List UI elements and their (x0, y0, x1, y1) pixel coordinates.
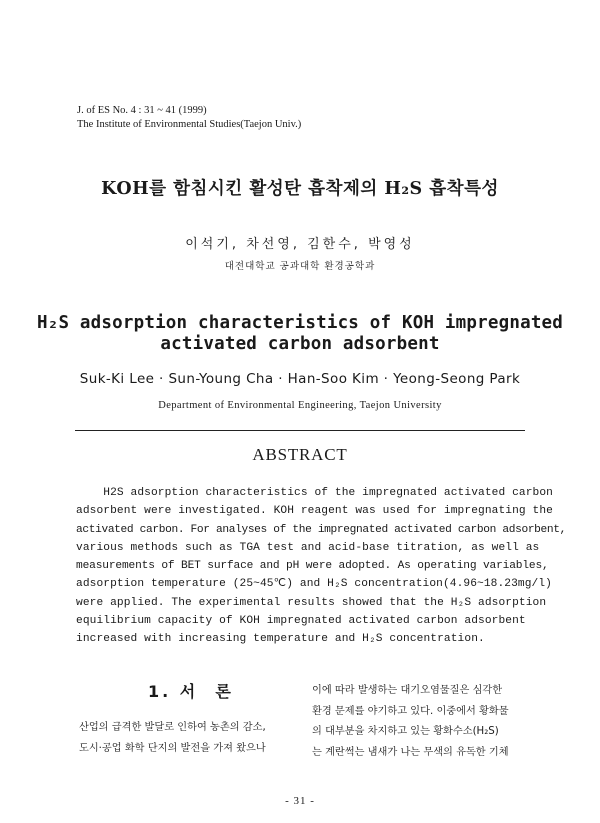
abstract-line: equilibrium capacity of KOH impregnated activated carbon adsorbent (76, 615, 526, 628)
introduction-heading: 1. 서 론 (148, 682, 234, 701)
abstract-line: adsorbent were investigated. KOH reagent was used for impregnating the (76, 505, 553, 518)
page-number: - 31 - (285, 795, 315, 807)
body-line: 이에 따라 발생하는 대기오염물질은 심각한 (312, 685, 503, 696)
korean-affiliation: 대전대학교 공과대학 환경공학과 (224, 261, 376, 272)
english-authors: Suk-Ki Lee · Sun-Young Cha · Han-Soo Kim · Yeong-Seong Park (79, 371, 521, 387)
body-line: 는 계란썩는 냄새가 나는 무색의 유독한 기체 (312, 746, 509, 758)
abstract-line: adsorption temperature (25~45℃) and H₂S concentration(4.96~18.23mg/l) (76, 578, 552, 591)
body-line: 산업의 급격한 발달로 인하여 농촌의 감소, (79, 722, 266, 733)
english-title-line-1: H₂S adsorption characteristics of KOH impregnated (36, 313, 564, 333)
english-affiliation: Department of Environmental Engineering, Taejon University (158, 400, 442, 411)
introduction-left-column (79, 718, 293, 759)
body-line: 의 대부분을 차지하고 있는 황화수소(H₂S) (312, 726, 499, 737)
abstract-line: increased with increasing temperature and H₂S concentration. (76, 633, 485, 646)
section-divider (75, 430, 525, 431)
introduction-right-column (312, 681, 528, 763)
abstract-heading: ABSTRACT (252, 445, 348, 464)
journal-citation (77, 104, 301, 132)
abstract-line: various methods such as TGA test and acid-base titration, as well as (76, 541, 540, 554)
abstract-line: activated carbon. For analyses of the impregnated activated carbon adsorbent, (76, 523, 566, 536)
body-line: 환경 문제를 야기하고 있다. 이중에서 황화물 (312, 705, 509, 717)
journal-volume-line: J. of ES No. 4 : 31 ~ 41 (1999) (77, 105, 207, 116)
english-title-line-2: activated carbon adsorbent (160, 334, 440, 354)
korean-authors: 이석기, 차선영, 김한수, 박영성 (185, 237, 415, 252)
journal-institute-line: The Institute of Environmental Studies(Taejon Univ.) (77, 119, 302, 130)
body-line: 도시·공업 화학 단지의 발전을 가져 왔으나 (79, 742, 266, 754)
korean-title: KOH를 함침시킨 활성탄 흡착제의 H₂S 흡착특성 (101, 179, 499, 199)
abstract-line: measurements of BET surface and pH were adopted. As operating variables, (76, 560, 549, 573)
english-title (0, 313, 600, 355)
abstract-body (76, 484, 566, 649)
abstract-line: were applied. The experimental results showed that the H₂S adsorption (76, 596, 547, 609)
abstract-line: H2S adsorption characteristics of the impregnated activated carbon (76, 487, 553, 499)
